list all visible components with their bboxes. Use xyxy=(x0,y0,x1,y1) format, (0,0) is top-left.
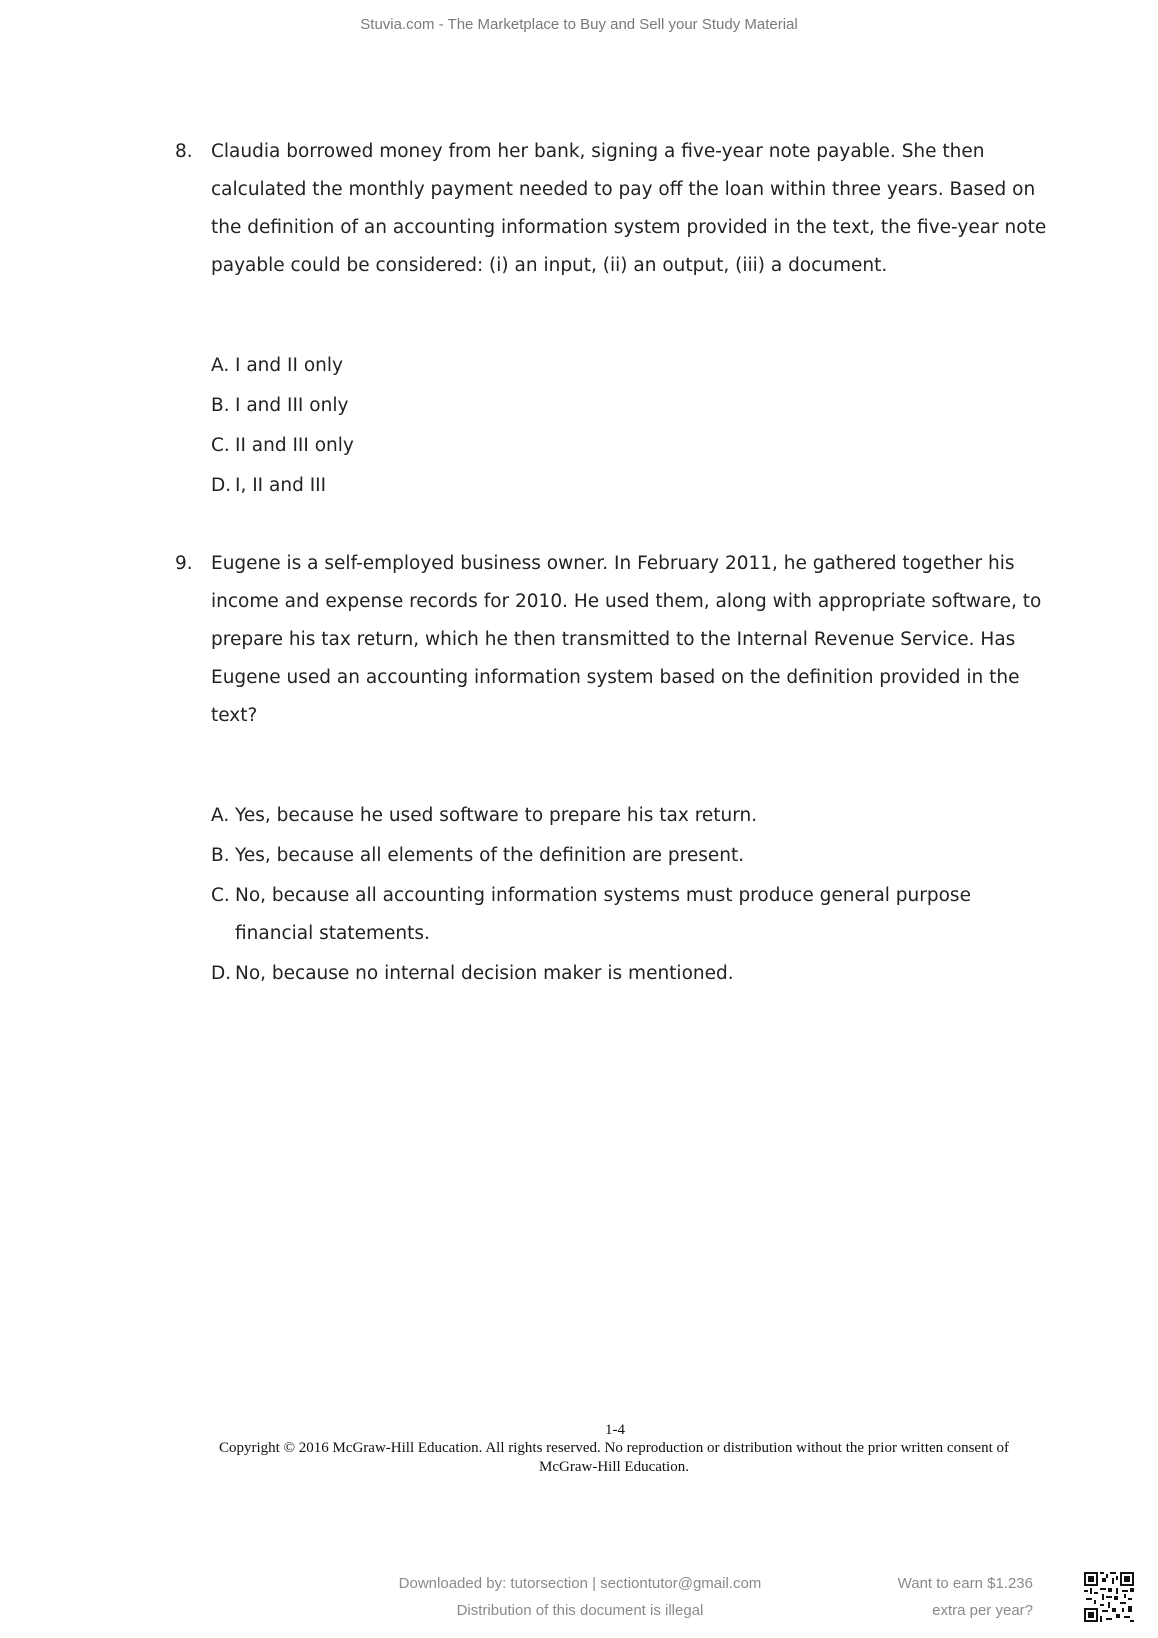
question-number: 9. xyxy=(175,553,193,574)
option-text: Yes, because he used software to prepare his tax return. xyxy=(235,805,758,826)
option-text: I and III only xyxy=(235,395,349,416)
option-letter: A. xyxy=(211,355,230,376)
stuvia-watermark-header: Stuvia.com - The Marketplace to Buy and Sell your Study Material xyxy=(360,16,798,33)
copyright-notice: Copyright © 2016 McGraw-Hill Education. All rights reserved. No reproduction or distribution without the prior written consent of McGraw-Hill Education. xyxy=(218,1440,1009,1475)
option-letter: B. xyxy=(211,845,230,866)
option-text: No, because all accounting information systems must produce general purpose financial statements. xyxy=(235,885,971,944)
option-text: No, because no internal decision maker is mentioned. xyxy=(235,963,734,984)
option-text: I and II only xyxy=(235,355,343,376)
page-number: 1-4 xyxy=(605,1422,625,1438)
option-letter: B. xyxy=(211,395,230,416)
question-text: Eugene is a self-employed business owner. In February 2011, he gathered together his income and expense records for 2010. He used them, along with appropriate software, to prepare his tax return, which he then transmitted to the Internal Revenue Service. Has Eugene used an accounting information system based on the definition provided in the text? xyxy=(211,553,1042,726)
answer-option-b xyxy=(211,387,1055,425)
distribution-notice: Distribution of this document is illegal xyxy=(456,1602,704,1619)
option-letter: D. xyxy=(211,963,232,984)
question-9 xyxy=(175,545,1055,995)
answer-options xyxy=(211,797,1055,993)
answer-options xyxy=(211,347,1055,505)
question-8 xyxy=(175,133,1055,507)
qr-code-icon[interactable] xyxy=(1084,1572,1134,1622)
downloaded-by-text: Downloaded by: tutorsection | sectiontutor@gmail.com xyxy=(398,1575,762,1592)
answer-option-d xyxy=(211,955,1055,993)
answer-option-c xyxy=(211,877,1055,953)
option-letter: D. xyxy=(211,475,232,496)
earn-promo-line-1[interactable]: Want to earn $1.236 xyxy=(897,1575,1033,1592)
option-text: Yes, because all elements of the definition are present. xyxy=(235,845,745,866)
answer-option-b xyxy=(211,837,1055,875)
option-letter: A. xyxy=(211,805,230,826)
question-number: 8. xyxy=(175,141,193,162)
answer-option-c xyxy=(211,427,1055,465)
option-letter: C. xyxy=(211,435,230,456)
answer-option-a xyxy=(211,347,1055,385)
question-text: Claudia borrowed money from her bank, signing a five-year note payable. She then calculated the monthly payment needed to pay off the loan within three years. Based on the definition of an accounting information system provided in the text, the five-year note payable could be considered: (i) an input, (ii) an output, (iii) a document. xyxy=(211,141,1047,276)
answer-option-d xyxy=(211,467,1055,505)
option-text: I, II and III xyxy=(235,475,327,496)
option-letter: C. xyxy=(211,885,230,906)
answer-option-a xyxy=(211,797,1055,835)
option-text: II and III only xyxy=(235,435,354,456)
earn-promo-line-2[interactable]: extra per year? xyxy=(932,1602,1033,1619)
